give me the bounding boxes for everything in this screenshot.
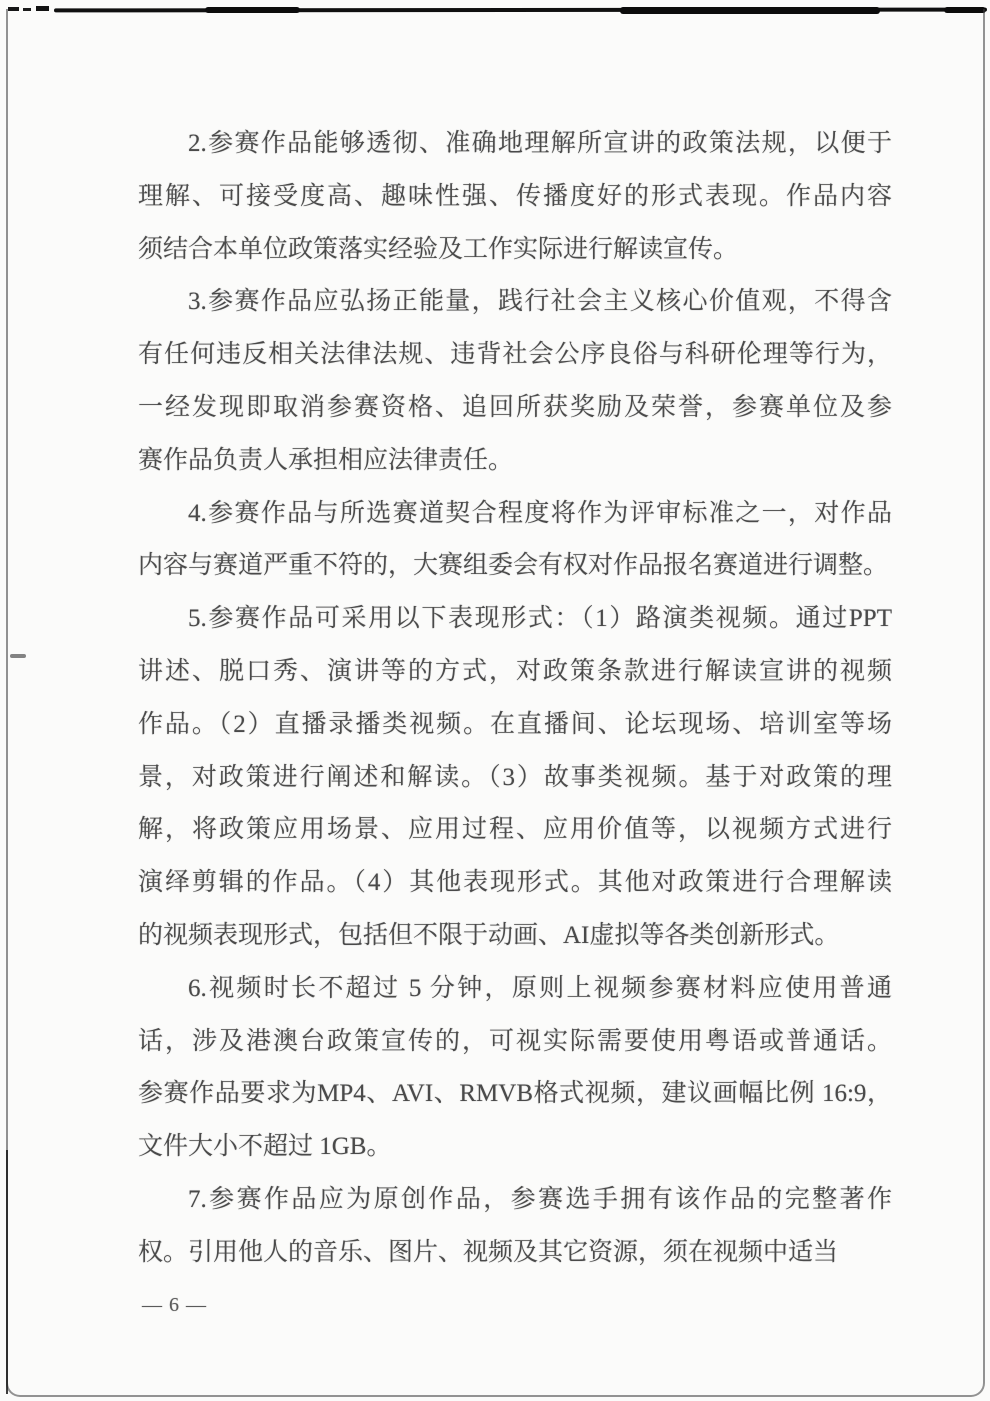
text-line: 2.参赛作品能够透彻、准确地理解所宣讲的政策法规，以便于 [188,130,892,157]
text-line: 赛作品负责人承担相应法律责任。 [138,446,514,474]
text-line: 一经发现即取消参赛资格、追回所获奖励及荣誉，参赛单位及参 [138,393,892,421]
page-number: — 6 — [142,1294,207,1316]
text-line: 讲述、脱口秀、演讲等的方式，对政策条款进行解读宣讲的视频 [138,657,892,685]
text-line: 话，涉及港澳台政策宣传的，可视实际需要使用粤语或普通话。 [138,1027,892,1055]
left-margin-artifact [10,654,26,658]
text-line: 文件大小不超过 1GB。 [138,1133,392,1161]
text-line: 3.参赛作品应弘扬正能量，践行社会主义核心价值观，不得含 [188,288,892,316]
text-line: 须结合本单位政策落实经验及工作实际进行解读宣传。 [138,235,739,263]
text-line: 4.参赛作品与所选赛道契合程度将作为评审标准之一，对作品 [188,499,892,527]
paragraph [138,488,892,594]
text-line: 作品。（2）直播录播类视频。在直播间、论坛现场、培训室等场 [138,710,892,738]
paragraph [138,276,892,487]
text-line: 的视频表现形式，包括但不限于动画、AI虚拟等各类创新形式。 [138,921,840,949]
text-line: 参赛作品要求为MP4、AVI、RMVB格式视频，建议画幅比例 16:9， [138,1080,892,1108]
text-block [138,118,892,1280]
text-line: 解，将政策应用场景、应用过程、应用价值等，以视频方式进行 [138,816,892,844]
text-line: 演绎剪辑的作品。（4）其他表现形式。其他对政策进行合理解读 [138,869,892,897]
paragraph [138,593,892,963]
text-line: 景，对政策进行阐述和解读。（3）故事类视频。基于对政策的理 [138,763,892,791]
scan-edge-dark-segment [6,1150,8,1394]
paragraph [138,1174,892,1280]
paragraph [138,963,892,1174]
text-line: 5.参赛作品可采用以下表现形式：（1）路演类视频。通过PPT [188,605,892,633]
paragraph [138,118,892,276]
text-line: 理解、可接受度高、趣味性强、传播度好的形式表现。作品内容 [138,182,892,210]
text-line: 权。引用他人的音乐、图片、视频及其它资源，须在视频中适当 [138,1238,839,1266]
text-line: 内容与赛道严重不符的，大赛组委会有权对作品报名赛道进行调整。 [138,552,889,580]
text-line: 7.参赛作品应为原创作品，参赛选手拥有该作品的完整著作 [188,1185,892,1213]
text-line: 6.视频时长不超过 5 分钟，原则上视频参赛材料应使用普通 [188,974,892,1002]
text-line: 有任何违反相关法律法规、违背社会公序良俗与科研伦理等行为， [138,341,892,369]
